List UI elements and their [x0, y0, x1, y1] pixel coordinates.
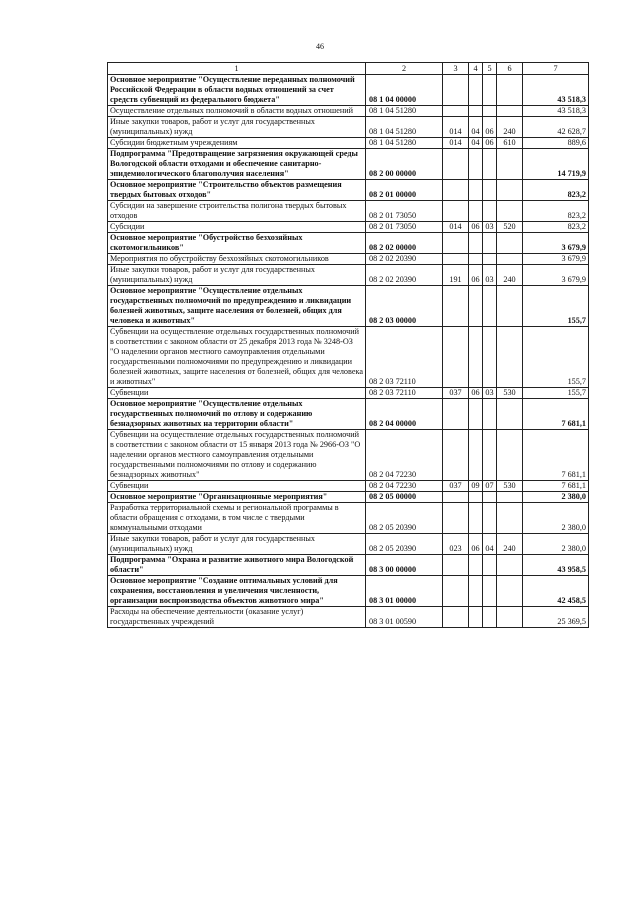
table-row: [108, 388, 589, 399]
row-name-cell: Субвенции на осуществление отдельных государственных полномочий в соответствии с законом области от 15 января 2013 года № 2966-ОЗ "О наделении органов местного самоуправления отдельными государственными полномочиями по отлову и содержанию безнадзорных животных": [108, 430, 366, 481]
subsection-code-cell: 03: [483, 222, 497, 233]
expense-type-cell: 530: [497, 481, 523, 492]
ministry-code-cell: [443, 75, 469, 106]
subsection-code-cell: [483, 576, 497, 607]
section-code-cell: 04: [469, 117, 483, 138]
table-row: [108, 106, 589, 117]
ministry-code-cell: [443, 106, 469, 117]
subsection-code-cell: 03: [483, 388, 497, 399]
expense-type-cell: [497, 254, 523, 265]
table-row: [108, 138, 589, 149]
subsection-code-cell: [483, 399, 497, 430]
section-code-cell: [469, 399, 483, 430]
section-code-cell: [469, 180, 483, 201]
subsection-code-cell: [483, 233, 497, 254]
row-name-cell: Субвенции на осуществление отдельных государственных полномочий в соответствии с законом области от 25 декабря 2013 года № 3248-ОЗ "О наделении органов местного самоуправления отдельными государственными полномочиями по предупреждению и ликвидации болезней животных, защите населения от болезней, общих для человека и животных": [108, 327, 366, 388]
expense-type-cell: [497, 180, 523, 201]
subsection-code-cell: [483, 286, 497, 327]
expense-type-cell: [497, 576, 523, 607]
expense-type-cell: 240: [497, 265, 523, 286]
row-name-cell: Субсидии: [108, 222, 366, 233]
classification-code-cell: 08 1 04 51280: [366, 117, 443, 138]
subsection-code-cell: 06: [483, 117, 497, 138]
subsection-code-cell: [483, 106, 497, 117]
table-row: [108, 576, 589, 607]
table-row: [108, 399, 589, 430]
classification-code-cell: 08 2 03 72110: [366, 327, 443, 388]
ministry-code-cell: [443, 233, 469, 254]
ministry-code-cell: [443, 286, 469, 327]
row-name-cell: Основное мероприятие "Осуществление переданных полномочий Российской Федерации в области водных отношений за счет средств субвенций из федерального бюджета": [108, 75, 366, 106]
row-name-cell: Основное мероприятие "Обустройство безхозяйных скотомогильников": [108, 233, 366, 254]
table-row: [108, 430, 589, 481]
ministry-code-cell: [443, 607, 469, 628]
column-number-row: [108, 63, 589, 75]
ministry-code-cell: 037: [443, 481, 469, 492]
amount-cell: 823,2: [523, 201, 589, 222]
amount-cell: 42 458,5: [523, 576, 589, 607]
section-code-cell: [469, 254, 483, 265]
expense-type-cell: [497, 75, 523, 106]
row-name-cell: Подпрограмма "Предотвращение загрязнения окружающей среды Вологодской области отходами и обеспечение санитарно-эпидемиологического благополучия населения": [108, 149, 366, 180]
row-name-cell: Субсидии на завершение строительства полигона твердых бытовых отходов: [108, 201, 366, 222]
section-code-cell: 06: [469, 222, 483, 233]
subsection-code-cell: 04: [483, 534, 497, 555]
expense-type-cell: 610: [497, 138, 523, 149]
table-row: [108, 201, 589, 222]
expense-type-cell: [497, 503, 523, 534]
budget-table: [107, 62, 589, 628]
amount-cell: 3 679,9: [523, 233, 589, 254]
row-name-cell: Осуществление отдельных полномочий в области водных отношений: [108, 106, 366, 117]
table-row: [108, 286, 589, 327]
amount-cell: 7 681,1: [523, 399, 589, 430]
amount-cell: 43 958,5: [523, 555, 589, 576]
expense-type-cell: [497, 492, 523, 503]
table-row: [108, 607, 589, 628]
classification-code-cell: 08 3 01 00000: [366, 576, 443, 607]
classification-code-cell: 08 2 04 72230: [366, 430, 443, 481]
column-header: 4: [469, 63, 483, 75]
amount-cell: 2 380,0: [523, 492, 589, 503]
expense-type-cell: [497, 399, 523, 430]
classification-code-cell: 08 1 04 51280: [366, 138, 443, 149]
ministry-code-cell: [443, 254, 469, 265]
section-code-cell: [469, 149, 483, 180]
row-name-cell: Иные закупки товаров, работ и услуг для государственных (муниципальных) нужд: [108, 534, 366, 555]
classification-code-cell: 08 2 04 00000: [366, 399, 443, 430]
classification-code-cell: 08 2 03 00000: [366, 286, 443, 327]
expense-type-cell: 240: [497, 117, 523, 138]
column-header: 1: [108, 63, 366, 75]
expense-type-cell: [497, 149, 523, 180]
amount-cell: 155,7: [523, 286, 589, 327]
classification-code-cell: 08 1 04 51280: [366, 106, 443, 117]
row-name-cell: Подпрограмма "Охрана и развитие животного мира Вологодской области": [108, 555, 366, 576]
column-header: 6: [497, 63, 523, 75]
section-code-cell: [469, 492, 483, 503]
amount-cell: 25 369,5: [523, 607, 589, 628]
amount-cell: 43 518,3: [523, 106, 589, 117]
classification-code-cell: 08 2 02 20390: [366, 265, 443, 286]
expense-type-cell: [497, 555, 523, 576]
classification-code-cell: 08 2 01 73050: [366, 201, 443, 222]
subsection-code-cell: [483, 254, 497, 265]
table-row: [108, 117, 589, 138]
amount-cell: 823,2: [523, 222, 589, 233]
section-code-cell: 09: [469, 481, 483, 492]
expense-type-cell: [497, 106, 523, 117]
classification-code-cell: 08 2 05 20390: [366, 534, 443, 555]
section-code-cell: [469, 430, 483, 481]
amount-cell: 42 628,7: [523, 117, 589, 138]
classification-code-cell: 08 2 03 72110: [366, 388, 443, 399]
ministry-code-cell: 014: [443, 222, 469, 233]
ministry-code-cell: 014: [443, 138, 469, 149]
table-row: [108, 503, 589, 534]
section-code-cell: 06: [469, 388, 483, 399]
section-code-cell: 04: [469, 138, 483, 149]
subsection-code-cell: [483, 180, 497, 201]
ministry-code-cell: [443, 149, 469, 180]
row-name-cell: Основное мероприятие "Создание оптимальных условий для сохранения, восстановления и увеличения численности, организации воспроизводства объектов животного мира": [108, 576, 366, 607]
section-code-cell: [469, 106, 483, 117]
expense-type-cell: [497, 327, 523, 388]
amount-cell: 823,2: [523, 180, 589, 201]
ministry-code-cell: [443, 201, 469, 222]
section-code-cell: 06: [469, 265, 483, 286]
expense-type-cell: [497, 607, 523, 628]
row-name-cell: Иные закупки товаров, работ и услуг для государственных (муниципальных) нужд: [108, 117, 366, 138]
table-row: [108, 233, 589, 254]
ministry-code-cell: 023: [443, 534, 469, 555]
amount-cell: 7 681,1: [523, 481, 589, 492]
classification-code-cell: 08 2 04 72230: [366, 481, 443, 492]
amount-cell: 889,6: [523, 138, 589, 149]
column-header: 7: [523, 63, 589, 75]
amount-cell: 14 719,9: [523, 149, 589, 180]
expense-type-cell: 240: [497, 534, 523, 555]
amount-cell: 155,7: [523, 327, 589, 388]
amount-cell: 2 380,0: [523, 534, 589, 555]
classification-code-cell: 08 2 01 00000: [366, 180, 443, 201]
section-code-cell: [469, 503, 483, 534]
classification-code-cell: 08 3 01 00590: [366, 607, 443, 628]
row-name-cell: Субвенции: [108, 481, 366, 492]
subsection-code-cell: [483, 492, 497, 503]
column-header: 2: [366, 63, 443, 75]
expense-type-cell: [497, 201, 523, 222]
amount-cell: 3 679,9: [523, 254, 589, 265]
section-code-cell: [469, 233, 483, 254]
subsection-code-cell: [483, 327, 497, 388]
classification-code-cell: 08 1 04 00000: [366, 75, 443, 106]
row-name-cell: Разработка территориальной схемы и региональной программы в области обращения с отходами, в том числе с твердыми коммунальными отходами: [108, 503, 366, 534]
ministry-code-cell: [443, 555, 469, 576]
section-code-cell: [469, 327, 483, 388]
table-row: [108, 555, 589, 576]
row-name-cell: Субвенции: [108, 388, 366, 399]
subsection-code-cell: [483, 607, 497, 628]
row-name-cell: Расходы на обеспечение деятельности (оказание услуг) государственных учреждений: [108, 607, 366, 628]
section-code-cell: [469, 286, 483, 327]
table-row: [108, 254, 589, 265]
amount-cell: 2 380,0: [523, 503, 589, 534]
ministry-code-cell: 191: [443, 265, 469, 286]
amount-cell: 7 681,1: [523, 430, 589, 481]
section-code-cell: [469, 75, 483, 106]
classification-code-cell: 08 2 02 00000: [366, 233, 443, 254]
column-header: 5: [483, 63, 497, 75]
subsection-code-cell: [483, 201, 497, 222]
table-row: [108, 180, 589, 201]
table-row: [108, 492, 589, 503]
expense-type-cell: [497, 430, 523, 481]
classification-code-cell: 08 2 01 73050: [366, 222, 443, 233]
subsection-code-cell: [483, 555, 497, 576]
section-code-cell: [469, 201, 483, 222]
ministry-code-cell: [443, 492, 469, 503]
ministry-code-cell: 037: [443, 388, 469, 399]
classification-code-cell: 08 2 00 00000: [366, 149, 443, 180]
table-row: [108, 222, 589, 233]
ministry-code-cell: 014: [443, 117, 469, 138]
expense-type-cell: 520: [497, 222, 523, 233]
row-name-cell: Субсидии бюджетным учреждениям: [108, 138, 366, 149]
subsection-code-cell: 07: [483, 481, 497, 492]
section-code-cell: [469, 555, 483, 576]
ministry-code-cell: [443, 180, 469, 201]
expense-type-cell: [497, 286, 523, 327]
section-code-cell: 06: [469, 534, 483, 555]
row-name-cell: Мероприятия по обустройству безхозяйных скотомогильников: [108, 254, 366, 265]
ministry-code-cell: [443, 430, 469, 481]
classification-code-cell: 08 2 05 00000: [366, 492, 443, 503]
subsection-code-cell: [483, 149, 497, 180]
table-row: [108, 75, 589, 106]
table-row: [108, 149, 589, 180]
column-header: 3: [443, 63, 469, 75]
amount-cell: 155,7: [523, 388, 589, 399]
page-number: 46: [316, 42, 324, 51]
table-row: [108, 327, 589, 388]
ministry-code-cell: [443, 327, 469, 388]
row-name-cell: Основное мероприятие "Осуществление отдельных государственных полномочий по отлову и содержанию безнадзорных животных на территории области": [108, 399, 366, 430]
amount-cell: 3 679,9: [523, 265, 589, 286]
subsection-code-cell: [483, 75, 497, 106]
classification-code-cell: 08 2 02 20390: [366, 254, 443, 265]
ministry-code-cell: [443, 503, 469, 534]
subsection-code-cell: 06: [483, 138, 497, 149]
table-row: [108, 534, 589, 555]
subsection-code-cell: 03: [483, 265, 497, 286]
classification-code-cell: 08 3 00 00000: [366, 555, 443, 576]
subsection-code-cell: [483, 430, 497, 481]
section-code-cell: [469, 576, 483, 607]
ministry-code-cell: [443, 399, 469, 430]
row-name-cell: Иные закупки товаров, работ и услуг для государственных (муниципальных) нужд: [108, 265, 366, 286]
ministry-code-cell: [443, 576, 469, 607]
expense-type-cell: 530: [497, 388, 523, 399]
table-row: [108, 265, 589, 286]
row-name-cell: Основное мероприятие "Организационные мероприятия": [108, 492, 366, 503]
table-row: [108, 481, 589, 492]
row-name-cell: Основное мероприятие "Строительство объектов размещения твердых бытовых отходов": [108, 180, 366, 201]
row-name-cell: Основное мероприятие "Осуществление отдельных государственных полномочий по предупреждению и ликвидации болезней животных, защите населения от болезней, общих для человека и животных": [108, 286, 366, 327]
classification-code-cell: 08 2 05 20390: [366, 503, 443, 534]
section-code-cell: [469, 607, 483, 628]
subsection-code-cell: [483, 503, 497, 534]
expense-type-cell: [497, 233, 523, 254]
amount-cell: 43 518,3: [523, 75, 589, 106]
